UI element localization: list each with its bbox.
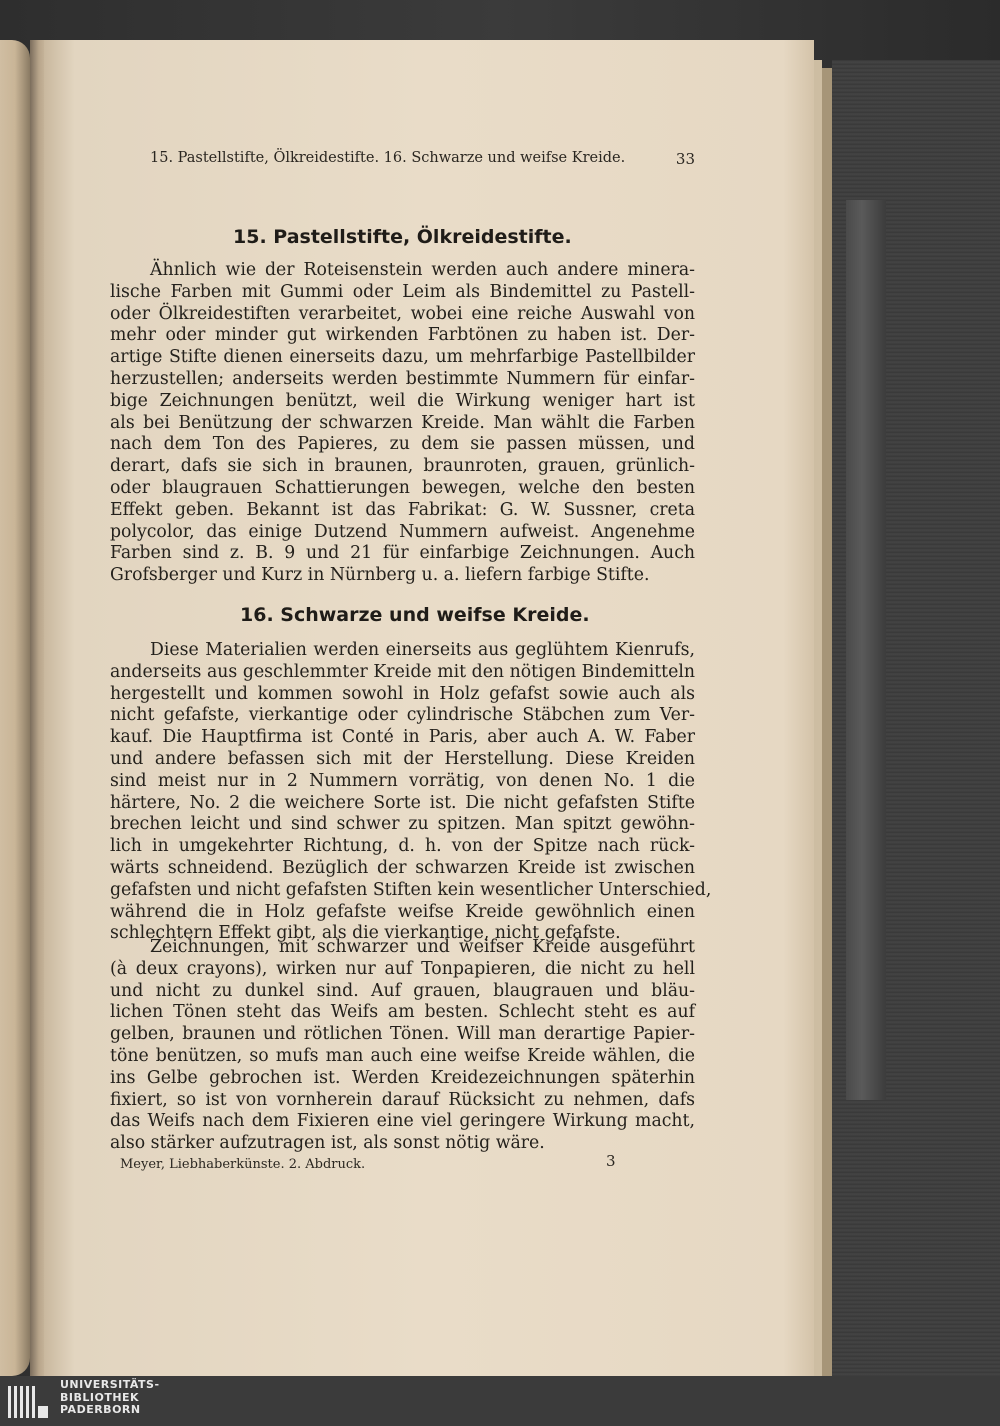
section-15-text <box>110 260 695 587</box>
text-line: lische Farben mit Gummi oder Leim als Bindemittel zu Pastell- <box>110 281 695 302</box>
text-line: kauf. Die Hauptfirma ist Conté in Paris, aber auch A. W. Faber <box>110 727 695 748</box>
text-line: oder Ölkreidestiften verarbeitet, wobei eine reiche Auswahl von <box>110 303 695 324</box>
running-title: 15. Pastellstifte, Ölkreidestifte. 16. Schwarze und weifse Kreide. <box>150 150 626 166</box>
library-name-line2: BIBLIOTHEK <box>60 1390 140 1404</box>
text-line: sind meist nur in 2 Nummern vorrätig, von denen No. 1 die <box>110 770 695 791</box>
text-line: als bei Benützung der schwarzen Kreide. Man wählt die Farben <box>110 412 695 433</box>
text-line: Farben sind z. B. 9 und 21 für einfarbige Zeichnungen. Auch <box>110 543 695 564</box>
page-number: 33 <box>675 150 695 168</box>
library-name <box>60 1379 160 1417</box>
text-line: brechen leicht und sind schwer zu spitzen. Man spitzt gewöhn- <box>110 814 695 835</box>
left-page-edge <box>0 40 30 1376</box>
text-line: nach dem Ton des Papieres, zu dem sie passen müssen, und <box>110 434 695 455</box>
footer-signature: Meyer, Liebhaberkünste. 2. Abdruck. <box>120 1157 366 1172</box>
text-line: Grofsberger und Kurz in Nürnberg u. a. liefern farbige Stifte. <box>110 565 650 586</box>
text-line: schlechtern Effekt gibt, als die vierkantige, nicht gefafste. <box>110 923 621 944</box>
sheet-number: 3 <box>606 1152 616 1170</box>
text-line: härtere, No. 2 die weichere Sorte ist. Die nicht gefafsten Stifte <box>110 792 695 813</box>
page-stack-edge-inner <box>822 68 832 1376</box>
text-line: Ähnlich wie der Roteisenstein werden auch andere minera- <box>150 260 695 280</box>
text-line: das Weifs nach dem Fixieren eine viel geringere Wirkung macht, <box>110 1111 695 1132</box>
cover-spine <box>846 200 886 1100</box>
text-line: Effekt geben. Bekannt ist das Fabrikat: G. W. Sussner, creta <box>110 499 695 520</box>
text-line: töne benützen, so mufs man auch eine weifse Kreide wählen, die <box>110 1045 695 1066</box>
library-name-line1: UNIVERSITÄTS- <box>60 1378 160 1391</box>
text-line: artige Stifte dienen einerseits dazu, um mehrfarbige Pastellbilder <box>110 347 695 368</box>
text-line: Zeichnungen, mit schwarzer und weifser Kreide ausgeführt <box>150 937 695 957</box>
section-16-text <box>110 640 712 945</box>
text-line: gefafsten und nicht gefafsten Stiften kein wesentlicher Unterschied, <box>110 879 712 900</box>
library-name-line3: PADERBORN <box>60 1403 141 1416</box>
running-header <box>150 150 695 166</box>
text-line: oder blaugrauen Schattierungen bewegen, welche den besten <box>110 477 695 498</box>
section-heading-15: 15. Pastellstifte, Ölkreidestifte. <box>233 226 572 248</box>
text-line: polycolor, das einige Dutzend Nummern aufweist. Angenehme <box>110 521 695 542</box>
text-line: gelben, braunen und rötlichen Tönen. Will man derartige Papier- <box>110 1024 695 1045</box>
section-heading-16: 16. Schwarze und weifse Kreide. <box>240 604 590 626</box>
text-line: bige Zeichnungen benützt, weil die Wirkung weniger hart ist <box>110 390 695 411</box>
text-line: und andere befassen sich mit der Herstellung. Diese Kreiden <box>110 748 695 769</box>
text-line: während die in Holz gefafste weifse Kreide gewöhnlich einen <box>110 901 695 922</box>
text-line: mehr oder minder gut wirkenden Farbtönen zu haben ist. Der- <box>110 325 695 346</box>
text-line: fixiert, so ist von vornherein darauf Rücksicht zu nehmen, dafs <box>110 1089 695 1110</box>
text-line: anderseits aus geschlemmter Kreide mit den nötigen Bindemitteln <box>110 661 695 682</box>
text-line: Diese Materialien werden einerseits aus geglühtem Kienrufs, <box>150 640 695 660</box>
text-line: derart, dafs sie sich in braunen, braunroten, grauen, grünlich- <box>110 456 695 477</box>
text-line: (à deux crayons), wirken nur auf Tonpapieren, die nicht zu hell <box>110 958 695 979</box>
text-line: herzustellen; anderseits werden bestimmte Nummern für einfar- <box>110 368 695 389</box>
text-line: wärts schneidend. Bezüglich der schwarzen Kreide ist zwischen <box>110 857 695 878</box>
text-line: ins Gelbe gebrochen ist. Werden Kreidezeichnungen späterhin <box>110 1067 695 1088</box>
text-line: und nicht zu dunkel sind. Auf grauen, blaugrauen und bläu- <box>110 980 695 1001</box>
library-logo-icon <box>6 1384 50 1420</box>
text-line: nicht gefafste, vierkantige oder cylindrische Stäbchen zum Ver- <box>110 705 695 726</box>
text-line: lich in umgekehrter Richtung, d. h. von der Spitze nach rück- <box>110 836 695 857</box>
text-line: also stärker aufzutragen ist, als sonst nötig wäre. <box>110 1133 545 1154</box>
text-line: hergestellt und kommen sowohl in Holz gefafst sowie auch als <box>110 683 695 704</box>
text-line: lichen Tönen steht das Weifs am besten. Schlecht steht es auf <box>110 1002 695 1023</box>
section-16-text-2 <box>110 937 695 1155</box>
